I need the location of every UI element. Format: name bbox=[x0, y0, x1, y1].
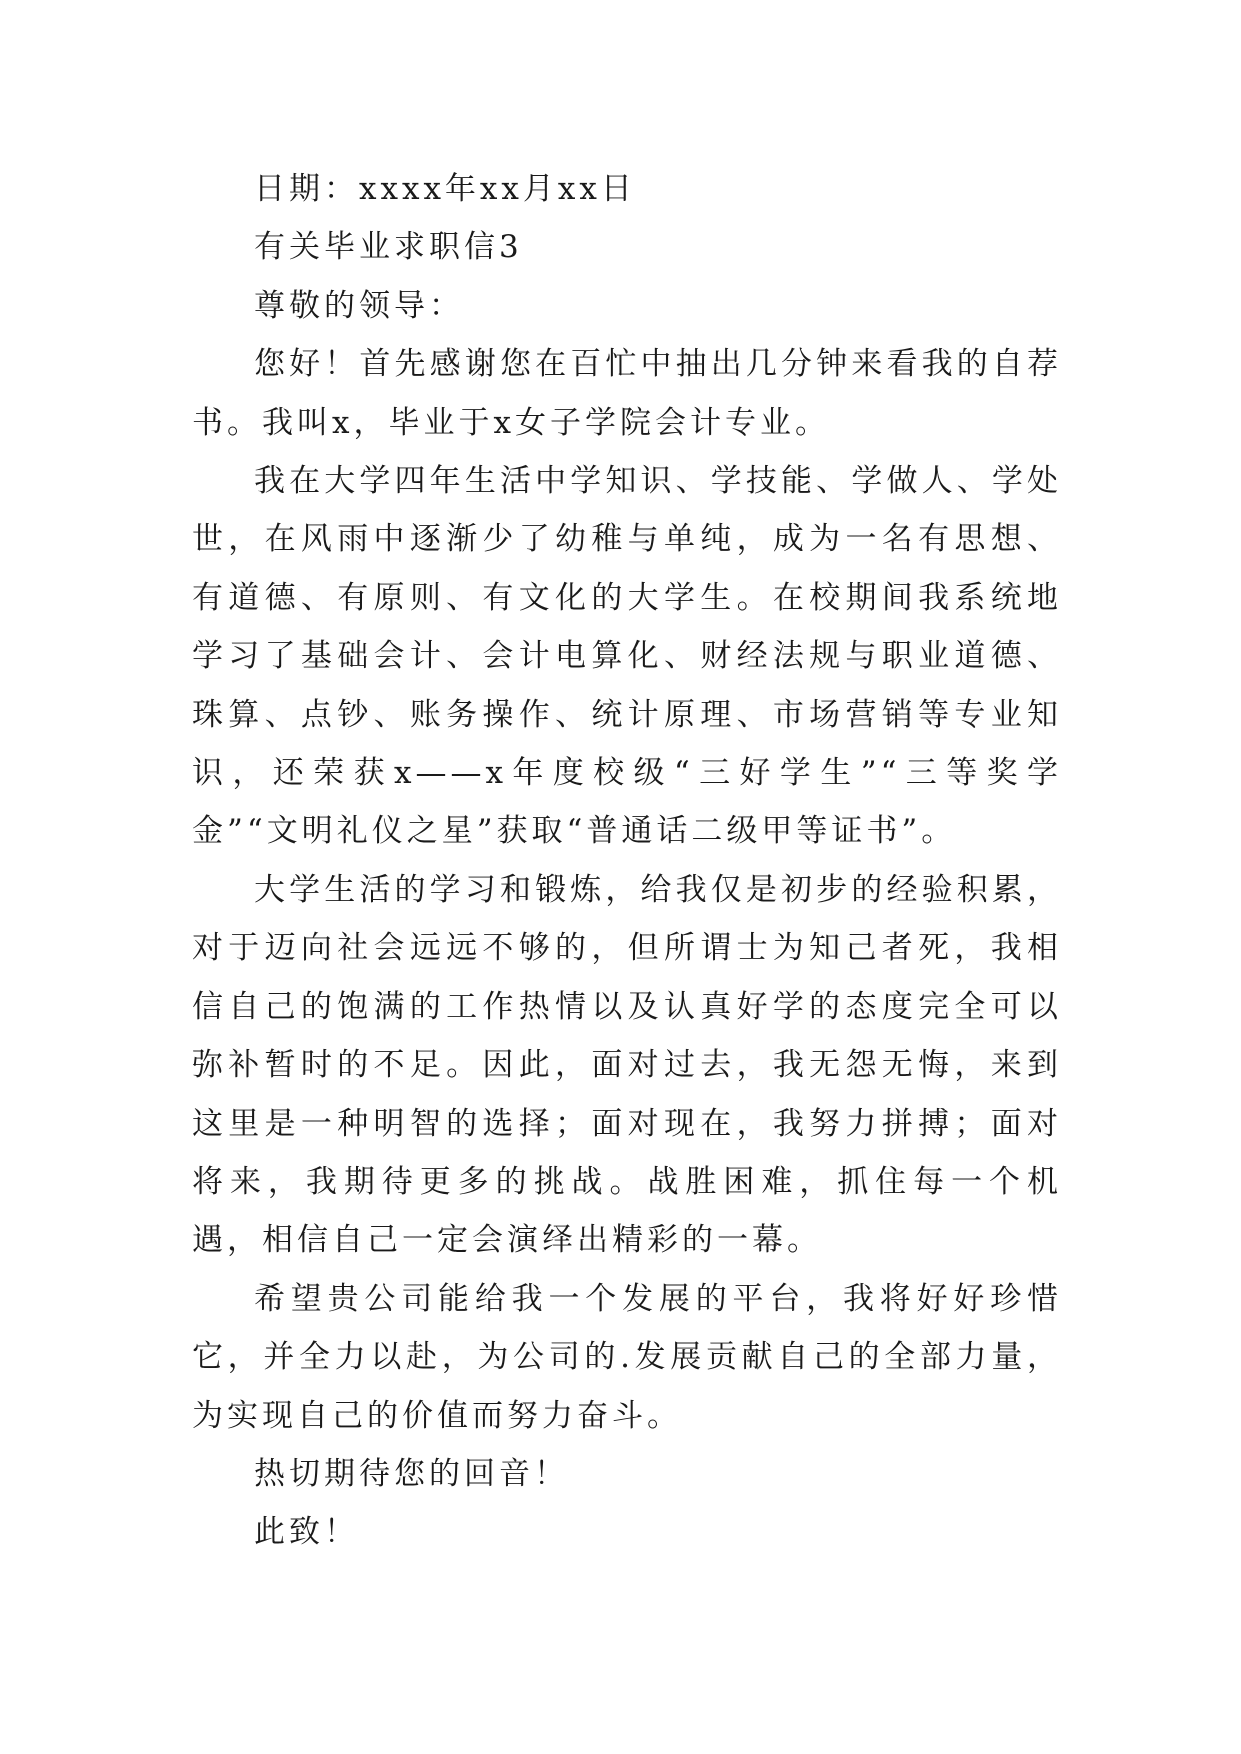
date-line: 日期：xxxx年xx月xx日 bbox=[254, 171, 636, 207]
closing: 此致！ bbox=[254, 1514, 359, 1551]
paragraph-education: 我在大学四年生活中学知识、学技能、学做人、学处世，在风雨中逐渐少了幼稚与单纯，成为一名有思想、有道德、有原则、有文化的大学生。在校期间我系统地学习了基础会计、会计电算化、财经法规与职业道德、珠算、点钞、账务操作、统计原理、市场营销等专业知识，还荣获x——x年度校级“三好学生”“三等奖学金”“文明礼仪之星”获取“普通话二级甲等证书”。 bbox=[192, 463, 1062, 850]
paragraph-experience: 大学生活的学习和锻炼，给我仅是初步的经验积累，对于迈向社会远远不够的，但所谓士为知己者死，我相信自己的饱满的工作热情以及认真好学的态度完全可以弥补暂时的不足。因此，面对过去，我无怨无悔，来到这里是一种明智的选择；面对现在，我努力拼搏；面对将来，我期待更多的挑战。战胜困难，抓住每一个机遇，相信自己一定会演绎出精彩的一幕。 bbox=[192, 871, 1062, 1259]
letter-heading: 有关毕业求职信3 bbox=[254, 229, 523, 266]
paragraph-greeting: 您好！首先感谢您在百忙中抽出几分钟来看我的自荐书。我叫x，毕业于x女子学院会计专业。 bbox=[192, 346, 1062, 441]
closing-wish: 热切期待您的回音！ bbox=[254, 1455, 569, 1492]
paragraph-hope: 希望贵公司能给我一个发展的平台，我将好好珍惜它，并全力以赴，为公司的.发展贡献自己的全部力量，为实现自己的价值而努力奋斗。 bbox=[192, 1280, 1062, 1434]
letter-body bbox=[192, 160, 1062, 1562]
salutation: 尊敬的领导： bbox=[254, 287, 464, 324]
